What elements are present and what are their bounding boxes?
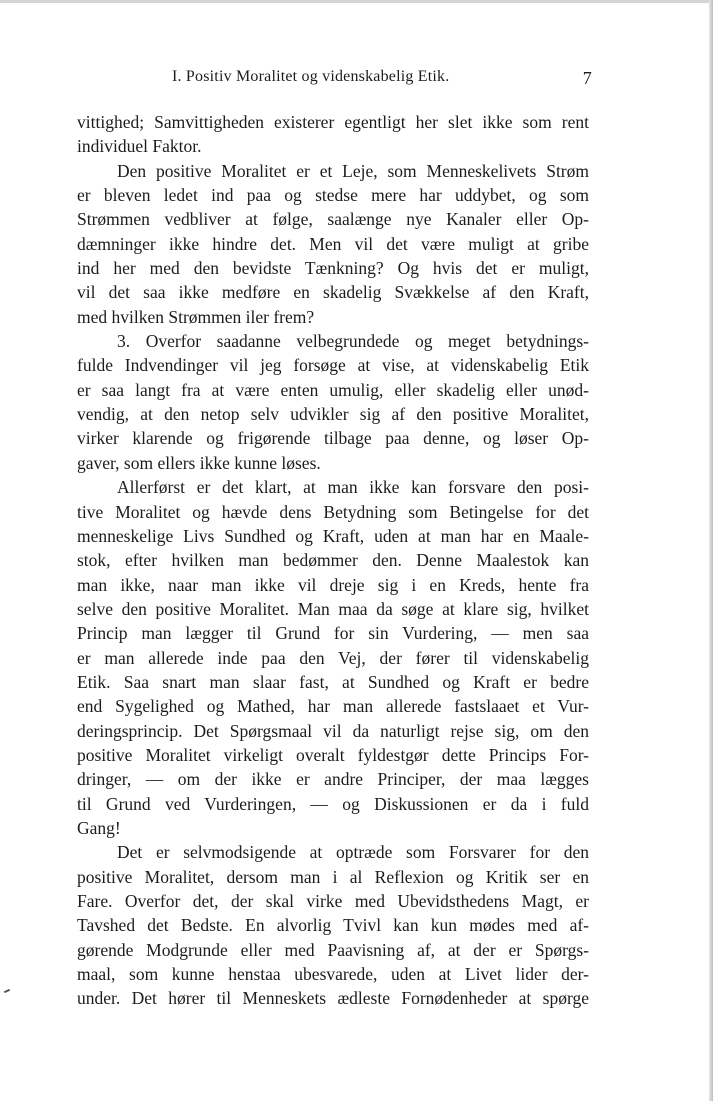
text-line: vittighed; Samvittigheden existerer egentligt her slet ikke som rent bbox=[77, 112, 589, 132]
text-line: positive Moralitet, dersom man i al Reflexion og Kritik ser en bbox=[77, 866, 589, 887]
text-line: Tavshed det Bedste. En alvorlig Tvivl kan kun mødes med af- bbox=[77, 915, 589, 936]
text-line: vil det saa ikke medføre en skadelig Svækkelse af den Kraft, bbox=[77, 282, 589, 303]
text-line: vendig, at den netop selv udvikler sig af den positive Moralitet, bbox=[77, 404, 589, 425]
text-line: deringsprincip. Det Spørgsmaal vil da naturligt rejse sig, om den bbox=[77, 720, 589, 741]
text-line: under. Det hører til Menneskets ædleste Fornødenheder at spørge bbox=[77, 988, 589, 1009]
text-line: er saa langt fra at være enten umulig, eller skadelig eller unød- bbox=[77, 379, 589, 400]
text-line: maal, som kunne henstaa ubesvarede, uden at Livet lider der- bbox=[77, 964, 589, 985]
text-line: gaver, som ellers ikke kunne løses. bbox=[77, 452, 321, 473]
text-line: man ikke, naar man ikke vil dreje sig i en Kreds, hente fra bbox=[77, 574, 589, 595]
text-line: stok, efter hvilken man bedømmer den. Denne Maalestok kan bbox=[77, 550, 589, 571]
text-line: gørende Modgrunde eller med Paavisning af, at der er Spørgs- bbox=[77, 939, 589, 960]
text-line: dringer, — om der ikke er andre Principer, der maa lægges bbox=[77, 769, 589, 790]
body-text bbox=[77, 110, 589, 1011]
text-line: Den positive Moralitet er et Leje, som Menneskelivets Strøm bbox=[117, 160, 589, 181]
text-line: med hvilken Strømmen iler frem? bbox=[77, 306, 315, 327]
text-line: dæmninger ikke hindre det. Men vil det være muligt at gribe bbox=[77, 233, 589, 254]
scan-top-edge bbox=[0, 0, 713, 3]
page-number: 7 bbox=[582, 68, 592, 88]
text-line: Det er selvmodsigende at optræde som Forsvarer for den bbox=[117, 842, 589, 863]
text-line: fulde Indvendinger vil jeg forsøge at vise, at videnskabelig Etik bbox=[77, 355, 589, 376]
text-line: Fare. Overfor det, der skal virke med Ubevidsthedens Magt, er bbox=[77, 891, 589, 911]
text-line: Princip man lægger til Grund for sin Vurdering, — men saa bbox=[77, 623, 589, 644]
text-line: Etik. Saa snart man slaar fast, at Sundhed og Kraft er bedre bbox=[77, 671, 589, 692]
text-line: er bleven ledet ind paa og stedse mere har uddybet, og som bbox=[77, 185, 589, 206]
text-line: tive Moralitet og hævde dens Betydning som Betingelse for det bbox=[77, 501, 589, 522]
text-line: ind her med den bevidste Tænkning? Og hvis det er muligt, bbox=[77, 258, 589, 279]
text-line: Allerførst er det klart, at man ikke kan forsvare den posi- bbox=[117, 477, 589, 498]
text-line: virker klarende og frigørende tilbage paa denne, og løser Op- bbox=[77, 428, 589, 449]
text-line: end Sygelighed og Mathed, har man allerede fastslaaet et Vur- bbox=[77, 696, 589, 717]
scan-right-edge bbox=[709, 0, 713, 1101]
text-line: Strømmen vedbliver at følge, saalænge nye Kanaler eller Op- bbox=[77, 209, 589, 230]
scan-speck bbox=[4, 989, 10, 993]
running-header bbox=[172, 68, 602, 90]
text-line: er man allerede inde paa den Vej, der fører til videnskabelig bbox=[77, 647, 589, 668]
text-line: selve den positive Moralitet. Man maa da søge at klare sig, hvilket bbox=[77, 598, 589, 619]
text-line: 3. Overfor saadanne velbegrundede og meget betydnings- bbox=[117, 331, 589, 352]
text-line: Gang! bbox=[77, 817, 121, 838]
text-line: individuel Faktor. bbox=[77, 136, 202, 157]
text-line: til Grund ved Vurderingen, — og Diskussionen er da i fuld bbox=[77, 793, 589, 814]
text-line: menneskelige Livs Sundhed og Kraft, uden at man har en Maale- bbox=[77, 525, 589, 546]
text-line: positive Moralitet virkeligt overalt fyldestgør dette Princips For- bbox=[77, 744, 589, 765]
running-header-title: I. Positiv Moralitet og videnskabelig Etik. bbox=[172, 68, 450, 85]
